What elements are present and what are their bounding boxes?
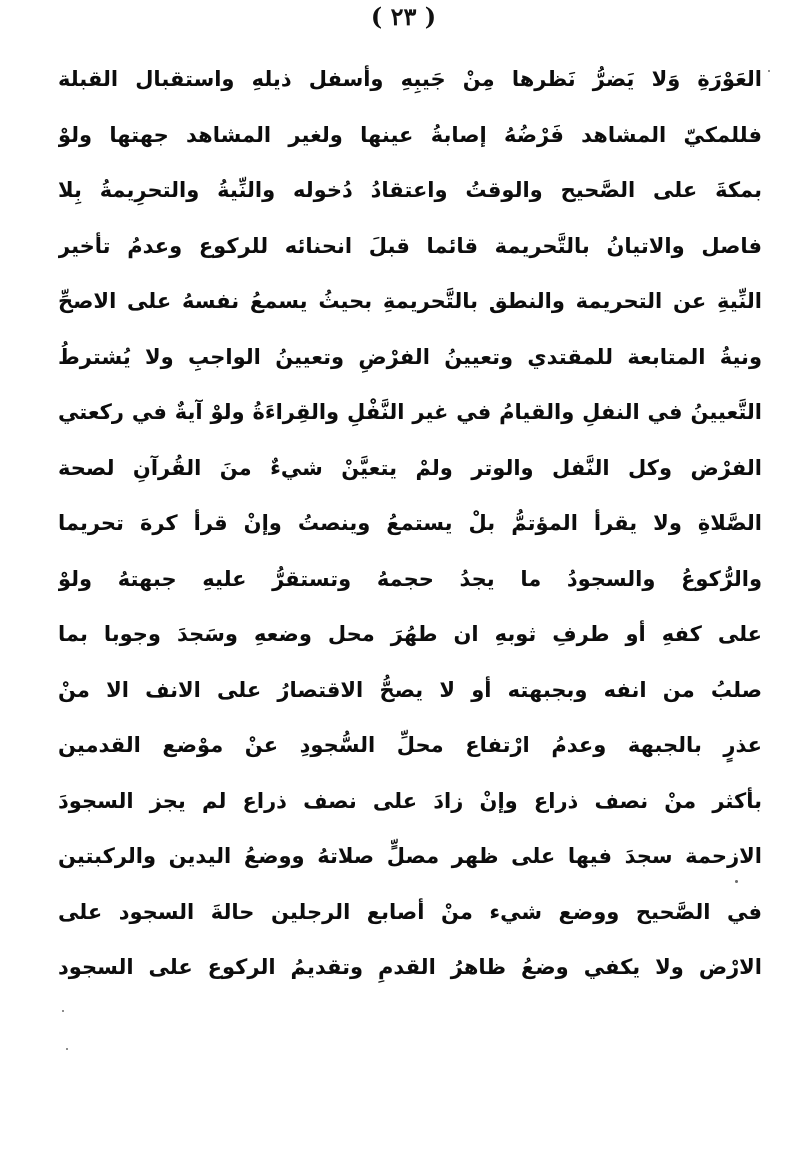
scan-speck <box>735 880 738 883</box>
text-line: بمكةَ على الصَّحيح والوقتُ واعتقادُ دُخوله والنِّيةُ والتحرِيمةُ بِلا <box>58 178 762 202</box>
text-line: الازحمة سجدَ فيها على ظهر مصلٍّ صلاتهُ ووضعُ اليدين والركبتين <box>58 844 762 868</box>
text-line: فاصل والاتيانُ بالتَّحريمة قائما قبلَ انحنائه للركوع وعدمُ تأخير <box>58 233 762 258</box>
text-line: بأكثر منْ نصف ذراع وإنْ زادَ على نصف ذراع لم يجز السجودَ <box>58 788 762 813</box>
text-line: صلبُ من انفه وبجبهته أو لا يصحُّ الاقتصارُ على الانف الا منْ <box>58 677 762 702</box>
page-number: ( ٢٣ ) <box>370 2 437 31</box>
text-line: العَوْرَةِ وَلا يَضرُّ نَظرها مِنْ جَيبِهِ وأسفل ذيلهِ واستقبال القبلة <box>58 67 762 91</box>
scan-speck <box>66 1048 68 1050</box>
scan-speck <box>768 70 770 72</box>
text-line: على كفهِ أو طرفِ ثوبهِ ان طهُرَ محل وضعهِ وسَجدَ وجوبا بما <box>58 622 762 646</box>
text-line: التَّعيينُ في النفلِ والقيامُ في غير النَّفْلِ والقِراءَةُ ولوْ آيةٌ في ركعتي <box>58 400 762 424</box>
text-line: الارْض ولا يكفي وضعُ ظاهرُ القدمِ وتقديمُ الركوع على السجود <box>58 955 762 979</box>
text-line: فللمكيّ المشاهد فَرْضُهُ إصابةُ عينها ولغير المشاهد جهتها ولوْ <box>58 122 762 147</box>
text-line: عذرٍ بالجبهة وعدمُ ارْتفاع محلِّ السُّجودِ عنْ موْضع القدمين <box>58 733 762 757</box>
text-line: في الصَّحيح ووضع شيء منْ أصابع الرجلين حالةَ السجود على <box>58 899 762 924</box>
text-line: النِّيةِ عن التحريمة والنطق بالتَّحريمةِ بحيثُ يسمعُ نفسهُ على الاصحِّ <box>58 289 762 313</box>
text-line: ونيةُ المتابعة للمقتدي وتعيينُ الفرْضِ وتعيينُ الواجبِ ولا يُشترطُ <box>58 344 762 369</box>
scan-speck <box>62 1010 64 1012</box>
text-line: الصَّلاةِ ولا يقرأ المؤتمُّ بلْ يستمعُ وينصتُ وإنْ قرأ كرهَ تحريما <box>58 511 762 535</box>
body-text <box>58 52 762 996</box>
text-line: والرُّكوعُ والسجودُ ما يجدُ حجمهُ وتستقرُّ عليهِ جبهتهُ ولوْ <box>58 566 762 591</box>
text-line: الفرْض وكل النَّفل والوتر ولمْ يتعيَّنْ شيءٌ منَ القُرآنِ لصحة <box>58 455 762 480</box>
